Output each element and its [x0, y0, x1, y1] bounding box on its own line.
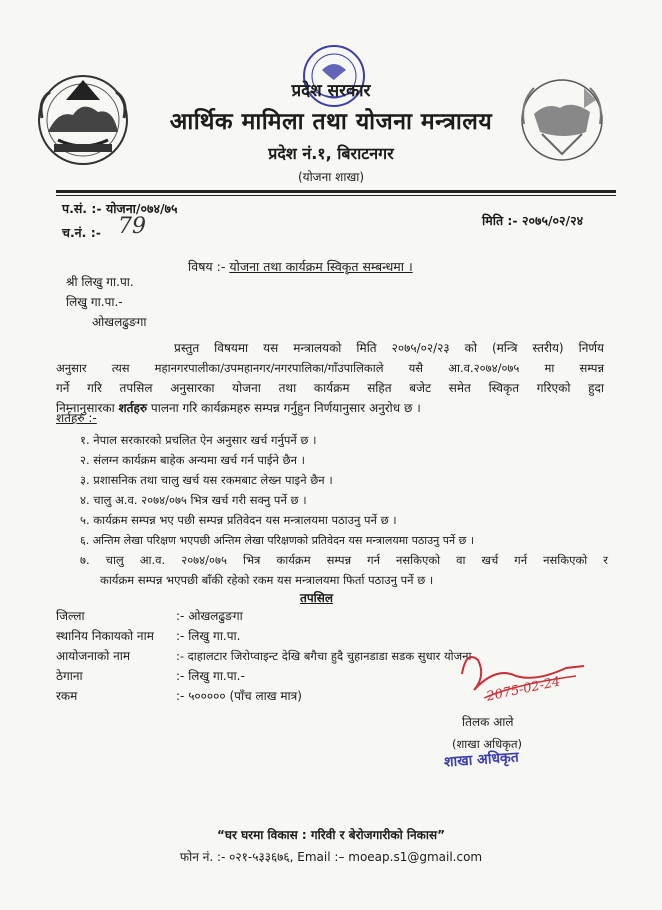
paragraph-line-4 — [56, 398, 616, 419]
header-government: प्रदेश सरकार — [291, 81, 371, 101]
subject-text: योजना तथा कार्यक्रम स्विकृत सम्बन्धमा । — [229, 259, 413, 274]
header-rule-thick — [56, 190, 616, 193]
tapasil-heading: तपसिल — [300, 591, 334, 605]
footer-slogan: “घर घरमा विकास : गरिवी र बेरोजगारीको निकास” — [217, 828, 445, 842]
dispatch-number: 79 — [118, 214, 146, 239]
reference-number: प.सं. :- योजना/०७४/७५ — [62, 201, 178, 216]
signatory-title: (शाखा अधिकृत) — [452, 737, 523, 751]
tapasil-label-local-body: स्थानिय निकायको नाम — [56, 629, 154, 643]
paragraph-line-3: गर्ने गरि तपसिल अनुसारका योजना तथा कार्यक्रम सहित बजेट समेत स्विकृत गरिएको हुदा — [56, 381, 604, 395]
letter-date: मिति :- २०७५/०२/२४ — [482, 213, 584, 228]
tapasil-value-address: :- लिखु गा.पा.- — [176, 669, 245, 683]
recipient-line-2: लिखु गा.पा.- — [66, 295, 123, 309]
tapasil-label-district: जिल्ला — [56, 609, 85, 623]
header-province: प्रदेश नं.१, बिराटनगर — [268, 144, 394, 163]
paragraph-line-1: प्रस्तुत विषयमा यस मन्त्रालयको मिति २०७५/०२/२३ को (मन्त्रि स्तरीय) निर्णय — [174, 341, 604, 355]
condition-2: २. संलग्न कार्यक्रम बाहेक अन्यमा खर्च गर्न पाईने छैन । — [80, 453, 306, 467]
tapasil-label-amount: रकम — [56, 689, 78, 703]
subject-line — [188, 256, 413, 277]
header-section: (योजना शाखा) — [297, 170, 365, 184]
stamp-seal-icon — [298, 40, 370, 112]
dispatch-label: च.नं. :- — [62, 225, 101, 240]
signature-date: 2075-02-24 — [485, 674, 562, 705]
office-stamp — [298, 40, 370, 112]
tapasil-value-project: :- दाहालटार जिरोप्वाइन्ट देखि बगैचा हुदै चुहानडाडा सडक सुधार योजना — [176, 649, 472, 663]
tapasil-value-district: :- ओखलढुङगा — [176, 609, 243, 623]
subject-prefix: विषय :- — [188, 259, 226, 274]
signatory-stamp: शाखा अधिकृत — [443, 749, 520, 771]
recipient-line-3: ओखलढुङगा — [92, 315, 147, 329]
condition-7: ७. चालु आ.व. २०७४/०७५ भित्र कार्यक्रम सम्पन्न गर्न नसकिएको वा खर्च गर्न नसकिएको र — [80, 553, 608, 567]
condition-3: ३. प्रशासनिक तथा चालु खर्च यस रकमबाट लेख्न पाइने छैन । — [80, 473, 333, 487]
paragraph-line-4-post: पालना गरि कार्यक्रमहरु सम्पन्न गर्नुहुन निर्णयानुसार अनुरोध छ । — [147, 401, 421, 415]
tapasil-label-project: आयोजनाको नाम — [56, 649, 131, 663]
signatory-name: तिलक आले — [462, 715, 514, 729]
condition-6: ६. अन्तिम लेखा परिक्षण भएपछी अन्तिम लेखा परिक्षणको प्रतिवेदन यस मन्त्रालयमा पठाउनु पर्ने छ । — [80, 534, 474, 547]
tapasil-label-address: ठेगाना — [56, 669, 83, 683]
condition-1: १. नेपाल सरकारको प्रचलित ऐन अनुसार खर्च गर्नुपर्ने छ । — [80, 433, 317, 447]
paragraph-line-4-pre: निम्नानुसारका — [56, 401, 119, 415]
condition-5: ५. कार्यक्रम सम्पन्न भए पछी सम्पन्न प्रतिवेदन यस मन्त्रालयमा पठाउनु पर्ने छ । — [80, 513, 397, 527]
condition-4: ४. चालु अ.व. २०७४/०७५ भित्र खर्च गरी सक्नु पर्ने छ । — [80, 493, 307, 507]
tapasil-value-amount: :- ५००००० (पाँच लाख मात्र) — [176, 689, 302, 703]
tapasil-value-local-body: :- लिखु गा.पा. — [176, 629, 241, 643]
recipient-line-1: श्री लिखु गा.पा. — [66, 275, 134, 289]
condition-7-continued: कार्यक्रम सम्पन्न भएपछी बाँकी रहेको रकम यस मन्त्रालयमा फिर्ता पठाउनु पर्ने छ । — [100, 573, 434, 587]
conditions-heading: शर्तहरु :- — [56, 411, 97, 425]
header-ministry: आर्थिक मामिला तथा योजना मन्त्रालय — [169, 109, 493, 135]
footer-contact: फोन नं. :- ०२१-५३३६७६, Email :– moeap.s1@gmail.com — [179, 850, 483, 864]
paragraph-line-2: अनुसार त्यस महानगरपालीका/उपमहानगर/नगरपालिका/गाँउपालिकाले यसै आ.व.२०७४/०७५ मा सम्पन्न — [56, 361, 604, 375]
header-rule-thin — [56, 195, 616, 196]
paragraph-conditions-bold: शर्तहरु — [118, 401, 148, 415]
